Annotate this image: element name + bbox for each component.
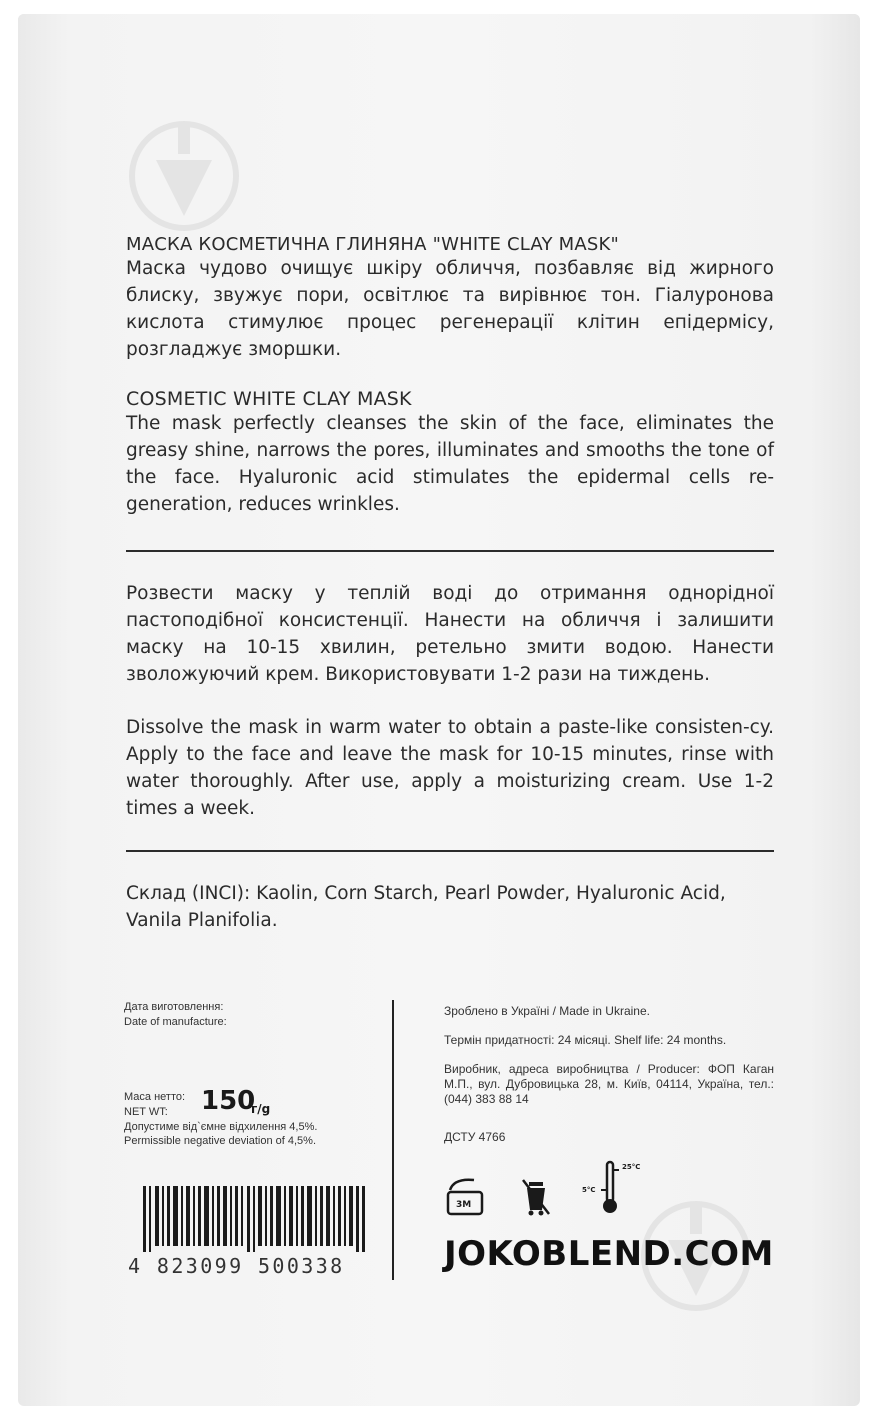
producer: Виробник, адреса виробництва / Producer: ФОП Каган М.П., вул. Дубровицька 28, м. Київ, 04114, Україна, тел.: (044) 383 88 14 bbox=[444, 1062, 774, 1106]
ua-description: Маска чудово очищує шкіру обличчя, позбавляє від жирного блиску, звужує пори, освітлює та вирівнює тон. Гіалуронова кислота стимулює процес регенерації клітин епідермісу, розгладжує зморшки. bbox=[126, 258, 774, 360]
en-title: COSMETIC WHITE CLAY MASK bbox=[126, 388, 412, 410]
divider bbox=[126, 850, 774, 852]
product-section-en bbox=[126, 388, 774, 518]
ingredients bbox=[126, 880, 774, 934]
barcode bbox=[143, 1186, 365, 1252]
product-section bbox=[126, 234, 774, 363]
net-unit: г/g bbox=[251, 1102, 271, 1116]
usage-ua bbox=[126, 580, 774, 688]
made-in: Зроблено в Україні / Made in Ukraine. bbox=[444, 1004, 650, 1018]
barcode-digits: 4 823099 500338 bbox=[128, 1254, 345, 1278]
deviation-ua: Допустиме від`ємне відхилення 4,5%. bbox=[124, 1121, 318, 1133]
usage-ua-text: Розвести маску у теплій воді до отримання однорідної пастоподібної консистенції. Нанести на обличчя і залишити маску на 10-15 хвилин, ретельно змити водою. Нанести зволожуючий крем. Використовувати 1-2 рази на тиждень. bbox=[126, 583, 774, 685]
temp-high: 25°C bbox=[622, 1163, 641, 1171]
watermark-icon bbox=[128, 120, 240, 232]
shelf-life: Термін придатності: 24 місяці. Shelf life: 24 months. bbox=[444, 1033, 727, 1047]
net-ua: Маса нетто: bbox=[124, 1091, 186, 1103]
net-en: NET WT: bbox=[124, 1106, 168, 1118]
deviation-en: Permissible negative deviation of 4,5%. bbox=[124, 1135, 316, 1147]
pao-label: 3M bbox=[456, 1200, 472, 1210]
usage-en bbox=[126, 714, 774, 822]
ingredients-text: Склад (INCI): Kaolin, Corn Starch, Pearl Powder, Hyaluronic Acid, Vanila Planifolia. bbox=[126, 883, 726, 931]
usage-en-text: Dissolve the mask in warm water to obtain a paste-like consisten-cy. Apply to the face and leave the mask for 10-15 minutes, rinse with water thoroughly. After use, apply a moisturizing cream. Use 1-2 times a week. bbox=[126, 717, 774, 819]
thermometer-icon bbox=[599, 1160, 621, 1216]
divider bbox=[126, 550, 774, 552]
net-value: 150 bbox=[201, 1086, 256, 1116]
en-description: The mask perfectly cleanses the skin of the face, eliminates the greasy shine, narrows the pores, illuminates and smooths the tone of the face. Hyaluronic acid stimulates the epidermal cells re-generation, reduces wrinkles. bbox=[126, 413, 774, 515]
manufacture-ua: Дата виготовлення: bbox=[124, 1001, 224, 1013]
temp-low: 5°C bbox=[582, 1186, 596, 1194]
trash-bin-icon bbox=[521, 1176, 551, 1216]
vertical-divider bbox=[392, 1000, 394, 1280]
standard: ДСТУ 4766 bbox=[444, 1130, 506, 1144]
ua-title: МАСКА КОСМЕТИЧНА ГЛИНЯНА "WHITE CLAY MASK" bbox=[126, 234, 620, 255]
brand-website[interactable]: JOKOBLEND.COM bbox=[444, 1234, 774, 1274]
manufacture-en: Date of manufacture: bbox=[124, 1016, 227, 1028]
open-jar-icon bbox=[444, 1174, 486, 1218]
